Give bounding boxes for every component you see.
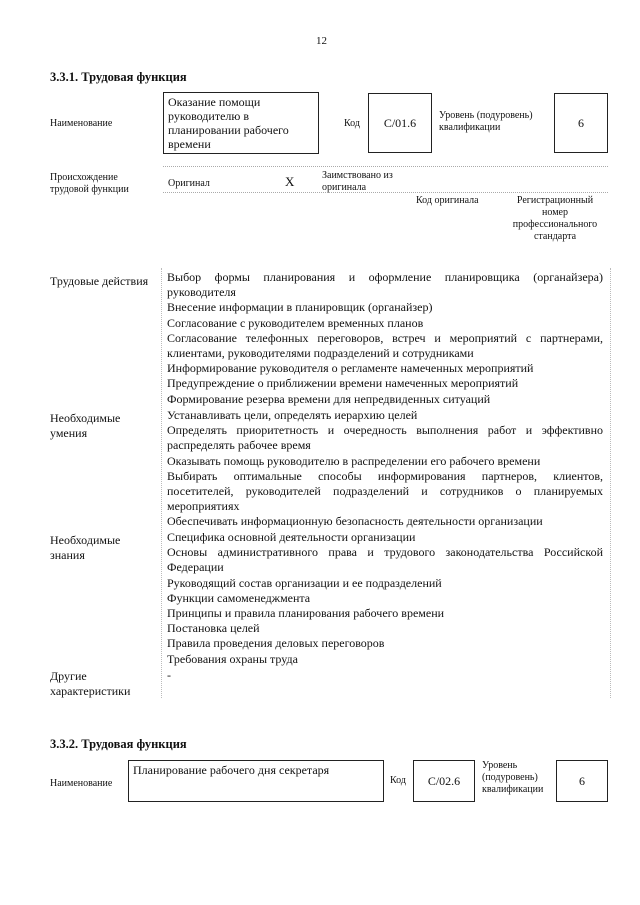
list-item: Выбирать оптимальные способы информирования партнеров, клиентов, посетителей, руководителей подразделений и сотрудников о планируемых мероприятиях [167, 468, 603, 514]
skills-label: Необходимые умения [50, 411, 121, 440]
page-number: 12 [316, 35, 327, 47]
code-value-331: С/01.6 [383, 115, 417, 130]
list-item: Руководящий состав организации и ее подразделений [167, 575, 442, 590]
code-value-332: С/02.6 [427, 773, 461, 788]
level-value-332: 6 [579, 773, 585, 788]
code-box-332 [413, 760, 475, 802]
level-label-331: Уровень (подуровень) квалификации [439, 110, 533, 133]
origin-row-top-line [163, 166, 608, 167]
reg-number-label: Регистрационный номер профессионального стандарта [512, 195, 598, 242]
table-divider [161, 268, 162, 698]
skills-list [167, 408, 603, 530]
table-right-border [610, 268, 611, 698]
section-title-331: 3.3.1. Трудовая функция [50, 70, 187, 84]
original-label: Оригинал [168, 178, 210, 189]
knowledge-list [167, 530, 603, 667]
origin-label: Происхождение трудовой функции [50, 172, 129, 195]
list-item: Выбор формы планирования и оформление планировщика (органайзера) руководителя [167, 270, 603, 300]
list-item: Внесение информации в планировщик (органайзер) [167, 300, 433, 315]
original-mark: X [285, 174, 295, 189]
code-box-331 [368, 93, 432, 153]
labor-actions-label: Трудовые действия [50, 274, 149, 288]
list-item: Информирование руководителя о регламенте намеченных мероприятий [167, 361, 534, 376]
origin-row-bottom-line [163, 192, 608, 193]
list-item: Согласование с руководителем временных планов [167, 315, 424, 330]
list-item: Обеспечивать информационную безопасность деятельности организации [167, 514, 543, 529]
function-name-box-332 [128, 760, 384, 802]
list-item: Согласование телефонных переговоров, встреч и мероприятий с партнерами, клиентами, руководителями подразделений и сотрудниками [167, 330, 603, 361]
origin-code-label: Код оригинала [416, 195, 479, 206]
list-item: Основы административного права и трудового законодательства Российской Федерации [167, 545, 603, 575]
name-label-331: Наименование [50, 118, 113, 129]
list-item: Специфика основной деятельности организации [167, 530, 416, 544]
list-item: Формирование резерва времени для непредвиденных ситуаций [167, 391, 491, 406]
list-item: Правила проведения деловых переговоров [167, 636, 385, 651]
list-item: Требования охраны труда [167, 651, 298, 666]
level-box-331 [554, 93, 608, 153]
function-name-box-331 [163, 92, 319, 154]
function-name-332: Планирование рабочего дня секретаря [133, 763, 330, 777]
knowledge-label: Необходимые знания [50, 533, 121, 562]
list-item: Принципы и правила планирования рабочего времени [167, 606, 445, 621]
name-label-332: Наименование [50, 778, 113, 789]
other-label: Другие характеристики [50, 669, 131, 698]
code-label-331: Код [344, 118, 360, 129]
section-title-332: 3.3.2. Трудовая функция [50, 737, 187, 751]
list-item: Устанавливать цели, определять иерархию целей [167, 408, 418, 422]
level-label-332: Уровень (подуровень) квалификации [482, 760, 544, 795]
level-value-331: 6 [578, 115, 584, 130]
function-name-331: Оказание помощи руководителю в планировании рабочего времени [168, 95, 289, 151]
level-box-332 [556, 760, 608, 802]
labor-actions-list [167, 270, 603, 407]
list-item: Предупреждение о приближении времени намеченных мероприятий [167, 376, 519, 391]
list-item: Оказывать помощь руководителю в распределении его рабочего времени [167, 453, 541, 468]
list-item: Функции самоменеджмента [167, 590, 311, 605]
list-item: Определять приоритетность и очередность выполнения работ и эффективно распределять рабочее время [167, 423, 603, 453]
list-item: Постановка целей [167, 621, 260, 636]
borrowed-label: Заимствовано из оригинала [322, 170, 393, 193]
other-value: - [167, 668, 171, 682]
code-label-332: Код [390, 775, 406, 786]
